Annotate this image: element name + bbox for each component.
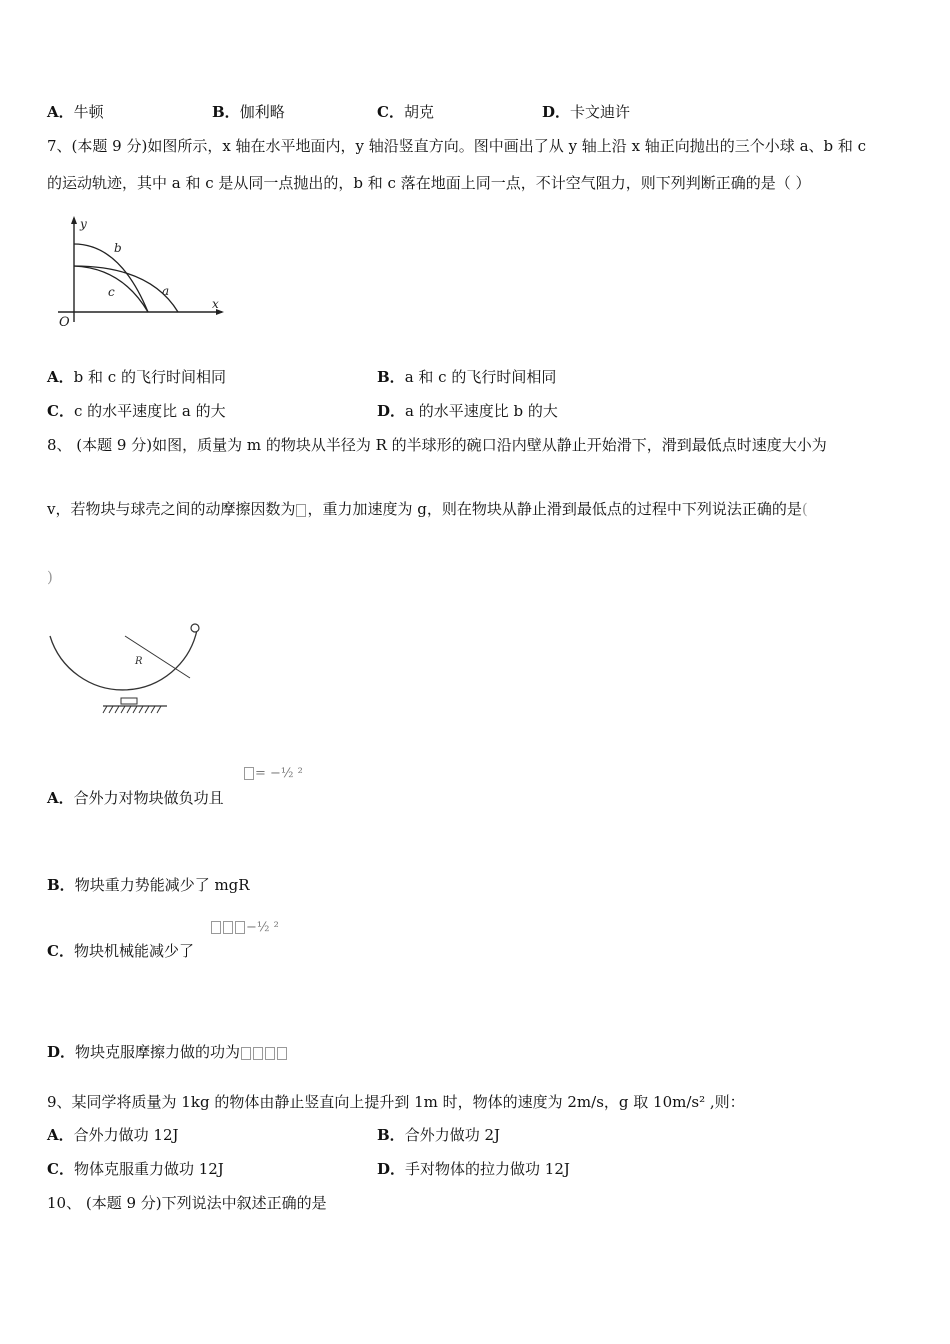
- label-b: b: [114, 241, 122, 255]
- bowl-arc: [50, 630, 197, 690]
- bowl-base: [121, 698, 137, 704]
- q8-bowl-figure: [45, 618, 210, 728]
- ground-hatching: [103, 706, 161, 713]
- q9-option-c: C．物体克服重力做功 12J: [47, 1160, 224, 1178]
- q6-option-c: C．胡克: [377, 103, 434, 121]
- y-axis-arrow: [71, 216, 77, 224]
- q10-stem: 10、 (本题 9 分)下列说法中叙述正确的是: [47, 1194, 327, 1212]
- q9-option-d: D．手对物体的拉力做功 12J: [377, 1160, 570, 1178]
- mu-placeholder-box: [296, 504, 306, 517]
- q8-option-b: B．物块重力势能减少了 mgR: [47, 876, 250, 894]
- label-c: c: [108, 285, 115, 299]
- label-a: a: [162, 284, 170, 298]
- q8-option-a: A．合外力对物块做负功且: [47, 789, 224, 807]
- q7-trajectory-figure: [50, 212, 230, 330]
- q8-stem-line2: v，若物块与球壳之间的动摩擦因数为 ，重力加速度为 g，则在物块从静止滑到最低点的过程中下列说法正确的是(: [47, 500, 808, 518]
- label-y: y: [80, 217, 87, 231]
- q7-option-b: B．a 和 c 的飞行时间相同: [377, 368, 557, 386]
- q7-stem-line2: 的运动轨迹，其中 a 和 c 是从同一点抛出的，b 和 c 落在地面上同一点，不计空气阻力，则下列判断正确的是（ ）: [47, 174, 811, 192]
- q6-option-b: B．伽利略: [212, 103, 285, 121]
- q8-option-c-formula: −½ ²: [210, 920, 279, 935]
- q8-option-a-formula: = −½ ²: [243, 766, 303, 781]
- q7-option-c: C．c 的水平速度比 a 的大: [47, 402, 226, 420]
- q9-option-b: B．合外力做功 2J: [377, 1126, 501, 1144]
- q7-option-d: D．a 的水平速度比 b 的大: [377, 402, 558, 420]
- q8-option-d: D．物块克服摩擦力做的功为: [47, 1042, 288, 1062]
- q8-option-c: C．物块机械能减少了: [47, 942, 194, 960]
- block: [191, 624, 199, 632]
- q7-option-a: A．b 和 c 的飞行时间相同: [47, 368, 226, 386]
- q8-paren-close: ): [47, 568, 53, 586]
- label-x: x: [212, 297, 219, 311]
- q7-stem-line1: 7、(本题 9 分)如图所示，x 轴在水平地面内，y 轴沿竖直方向。图中画出了从 y 轴上沿 x 轴正向抛出的三个小球 a、b 和 c: [47, 137, 867, 155]
- q9-option-a: A．合外力做功 12J: [47, 1126, 179, 1144]
- q9-stem: 9、某同学将质量为 1kg 的物体由静止竖直向上提升到 1m 时，物体的速度为 2m/s，g 取 10m/s² ,则：: [47, 1093, 745, 1111]
- trajectory-b: [74, 244, 148, 312]
- q6-option-d: D．卡文迪许: [542, 103, 631, 121]
- label-o: O: [59, 315, 70, 330]
- q6-option-a: A．牛顿: [47, 103, 104, 121]
- q8-stem-line1: 8、 (本题 9 分)如图，质量为 m 的物块从半径为 R 的半球形的碗口沿内壁从静止开始滑下，滑到最低点时速度大小为: [47, 436, 827, 454]
- label-r: R: [135, 656, 143, 667]
